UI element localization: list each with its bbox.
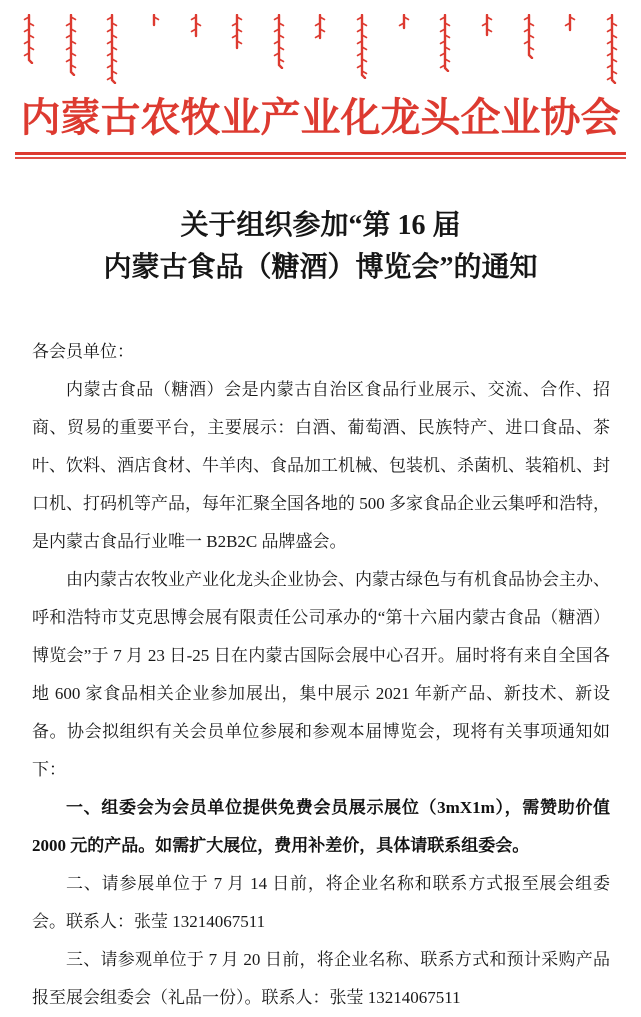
mongolian-word bbox=[605, 14, 619, 84]
mongolian-word bbox=[480, 14, 494, 39]
divider-thin-line bbox=[15, 157, 626, 159]
mongolian-script-row bbox=[22, 14, 619, 90]
paragraph-intro: 内蒙古食品（糖酒）会是内蒙古自治区食品行业展示、交流、合作、招商、贸易的重要平台，主要展示：白酒、葡萄酒、民族特产、进口食品、茶叶、饮料、酒店食材、牛羊肉、食品加工机械、包装机、杀菌机、装箱机、封口机、打码机等产品，每年汇聚全国各地的 500 多家食品企业云集呼和浩特，是内蒙古食品行业唯一 B2B2C 品牌盛会。 bbox=[32, 380, 610, 551]
mongolian-word bbox=[22, 14, 36, 64]
title-line-2: 内蒙古食品（糖酒）博览会”的通知 bbox=[103, 252, 538, 283]
mongolian-word bbox=[189, 14, 203, 40]
paragraph-item-2: 二、请参展单位于 7 月 14 日前，将企业名称和联系方式报至展会组委会。联系人：张莹 13214067511 bbox=[32, 874, 610, 931]
paragraph-item-3: 三、请参观单位于 7 月 20 日前，将企业名称、联系方式和预计采购产品报至展会组委会（礼品一份）。联系人：张莹 13214067511 bbox=[32, 950, 610, 1007]
notice-title bbox=[0, 205, 641, 289]
paragraph-item-1: 一、组委会为会员单位提供免费会员展示展位（3mX1m），需赞助价值 2000 元的产品。如需扩大展位，费用补差价，具体请联系组委会。 bbox=[32, 798, 610, 855]
divider-thick-line bbox=[15, 152, 626, 155]
mongolian-word bbox=[147, 14, 161, 29]
mongolian-word bbox=[230, 14, 244, 52]
paragraph-organizers: 由内蒙古农牧业产业化龙头企业协会、内蒙古绿色与有机食品协会主办、呼和浩特市艾克思博会展有限责任公司承办的“第十六届内蒙古食品（糖酒）博览会”于 7 月 23 日-25 日在内蒙古国际会展中心召开。届时将有来自全国各地 600 家食品相关企业参加展出，集中展示 2021 年新产品、新技术、新设备。协会拟组织有关会员单位参展和参观本届博览会，现将有关事项通知如下： bbox=[32, 570, 610, 779]
mongolian-word bbox=[522, 14, 536, 59]
mongolian-word bbox=[64, 14, 78, 76]
mongolian-word bbox=[438, 14, 452, 72]
letterhead bbox=[0, 0, 641, 159]
mongolian-word bbox=[105, 14, 119, 84]
mongolian-word bbox=[563, 14, 577, 34]
salutation: 各会员单位： bbox=[32, 342, 134, 361]
notice-body bbox=[0, 333, 641, 1017]
letterhead-divider bbox=[15, 152, 626, 159]
mongolian-word bbox=[355, 14, 369, 79]
mongolian-word bbox=[272, 14, 286, 69]
organization-name: 内蒙古农牧业产业化龙头企业协会 bbox=[20, 95, 621, 140]
mongolian-word bbox=[313, 14, 327, 42]
mongolian-word bbox=[397, 14, 411, 32]
title-line-1: 关于组织参加“第 16 届 bbox=[180, 210, 461, 241]
